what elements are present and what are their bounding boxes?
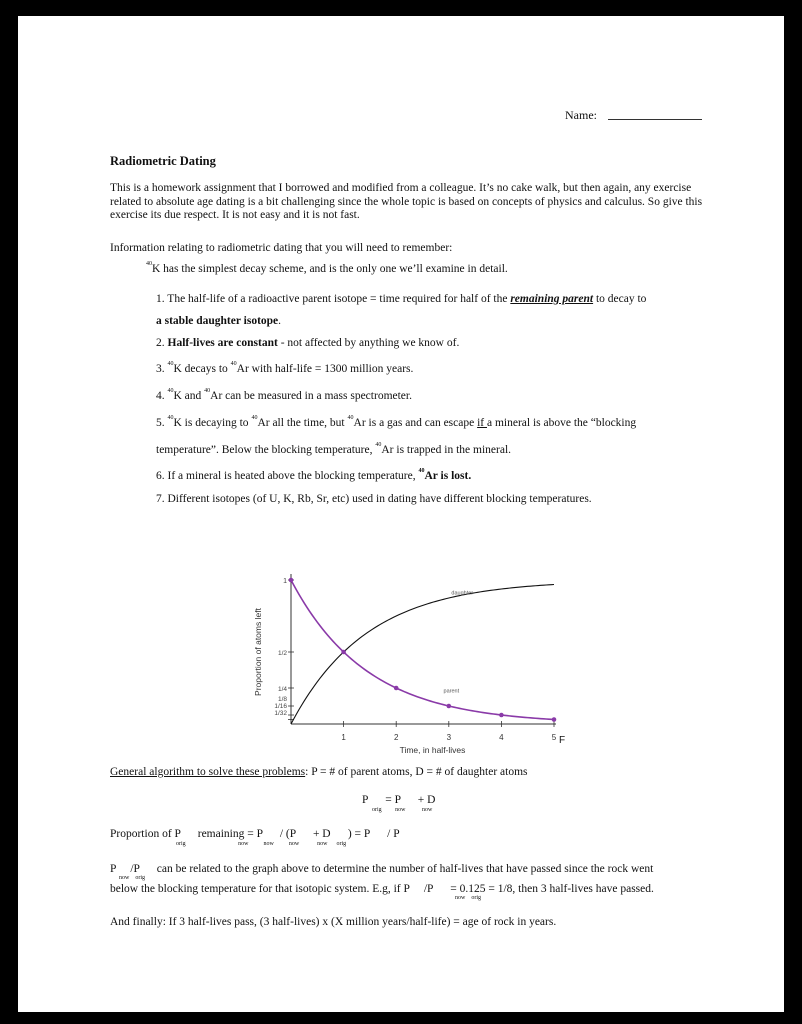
daughter-curve (291, 585, 554, 725)
isotope-mass: 40 (230, 361, 237, 367)
x-tick-label: 5 (551, 733, 557, 742)
k-intro-line (146, 262, 508, 278)
fact-1-line2 (156, 314, 281, 328)
algorithm-line (110, 765, 528, 779)
fact-1-period: . (278, 315, 282, 327)
ratio-line-2: below the blocking temperature for that isotopic system. E.g, if P /P = 0.125 = 1/8, then 3 half-lives have passed. (110, 883, 654, 895)
fact-3-text: K decays to (173, 363, 231, 375)
y-tick-label: 1/8 (277, 696, 287, 703)
x-tick-label: 2 (393, 733, 399, 742)
remaining-parent-emphasis: remaining parent (510, 293, 594, 305)
ratio-line-1: P /P can be related to the graph above to determine the number of half-lives that have passed since the rock went (110, 863, 654, 875)
final-line: And finally: If 3 half-lives pass, (3 half-lives) x (X million years/half-life) = age of rock in years. (110, 916, 557, 928)
x-tick-label: 4 (499, 733, 504, 742)
parent-data-point (394, 686, 399, 691)
if-underlined: if (477, 417, 487, 429)
fact-5-line2 (156, 443, 511, 459)
ar-lost-bold: Ar is lost. (424, 470, 472, 482)
fact-7: 7. Different isotopes (of U, K, Rb, Sr, etc) used in dating have different blocking temperatures. (156, 493, 592, 505)
main-equation-subscripts: orig now now (372, 807, 433, 813)
fact-2-text: - not affected by anything we know of. (277, 337, 460, 349)
fact-2 (156, 336, 459, 350)
name-label: Name: (565, 108, 597, 122)
daughter-annotation: daughter (451, 590, 474, 597)
fact-5-text-e: temperature”. Below the blocking temperature, (156, 444, 376, 456)
page-title: Radiometric Dating (110, 154, 216, 168)
fact-1 (156, 292, 646, 306)
fact-4-text-cont: Ar can be measured in a mass spectrometer. (210, 390, 412, 402)
y-tick-label: 1/16 (274, 703, 287, 710)
algorithm-definition: : P = # of parent atoms, D = # of daughter atoms (305, 766, 528, 778)
parent-data-point (289, 578, 294, 583)
y-tick-label: 1/2 (277, 650, 287, 657)
parent-curve (291, 580, 554, 720)
y-tick-label: 1 (283, 578, 287, 585)
parent-data-point (447, 704, 452, 709)
y-tick-label: 1/4 (277, 686, 287, 693)
parent-data-point (552, 717, 557, 722)
fact-3-text-cont: Ar with half-life = 1300 million years. (236, 363, 414, 375)
algorithm-heading: General algorithm to solve these problems (110, 766, 306, 778)
fact-5-text-d: a mineral is above the “blocking (487, 417, 637, 429)
stable-daughter-bold: a stable daughter isotope (156, 315, 279, 327)
x-tick-label: 3 (446, 733, 452, 742)
y-axis-label: Proportion of atoms left (253, 608, 263, 696)
fact-5-number: 5. (156, 417, 168, 429)
isotope-mass: 40 (167, 415, 174, 421)
proportion-equation: Proportion of P remaining = P / (P + D ) = P / P (110, 828, 400, 840)
fact-5-text-b: Ar all the time, but (257, 417, 348, 429)
decay-chart (246, 544, 586, 755)
fact-2-number: 2. (156, 337, 168, 349)
y-tick-label: 1/32 (274, 710, 287, 717)
fact-5-text: K is decaying to (173, 417, 252, 429)
x-axis-label: Time, in half-lives (399, 745, 466, 755)
parent-data-point (499, 713, 504, 718)
fact-3 (156, 362, 413, 378)
isotope-mass: 40 (251, 415, 258, 421)
parent-annotation: parent (443, 688, 460, 695)
isotope-mass: 40 (167, 361, 174, 367)
fact-4-number: 4. (156, 390, 168, 402)
parent-data-point (341, 650, 346, 655)
isotope-mass: 40 (167, 388, 174, 394)
ratio-line-1-subscripts: now orig (119, 875, 145, 881)
isotope-mass: 40 (418, 468, 425, 474)
k-intro-text: K has the simplest decay scheme, and is the only one we’ll examine in detail. (152, 263, 508, 275)
main-equation: P = P + D (362, 794, 436, 806)
x-tick-label: 1 (341, 733, 346, 742)
fact-6-text: 6. If a mineral is heated above the blocking temperature, (156, 470, 419, 482)
ratio-line-2-subscripts: now orig (455, 895, 481, 901)
fact-5-text-c: Ar is a gas and can escape (353, 417, 478, 429)
isotope-mass: 40 (204, 388, 211, 394)
fact-4-text: K and (173, 390, 205, 402)
isotope-mass: 40 (375, 442, 382, 448)
stray-f-label: F (559, 735, 566, 746)
fact-5-text-f: Ar is trapped in the mineral. (381, 444, 512, 456)
proportion-subscripts: orig now now now now orig (176, 841, 347, 847)
fact-4 (156, 389, 412, 405)
fact-6 (156, 469, 471, 485)
fact-1-text: 1. The half-life of a radioactive parent isotope = time required for half of the (156, 293, 511, 305)
document-page (18, 16, 784, 1012)
fact-1-text-cont: to decay to (593, 293, 647, 305)
name-blank-line[interactable] (608, 119, 702, 120)
fact-3-number: 3. (156, 363, 168, 375)
fact-5 (156, 416, 636, 432)
isotope-mass: 40 (347, 415, 354, 421)
isotope-mass: 40 (146, 261, 152, 267)
info-heading: Information relating to radiometric dating that you will need to remember: (110, 242, 453, 254)
half-lives-constant-bold: Half-lives are constant (167, 337, 278, 349)
intro-paragraph: This is a homework assignment that I borrowed and modified from a colleague. It’s no cake walk, but then again, any exercise related to absolute age dating is a bit challenging since the whole topic is based on concepts of physics and calculus. So give this exercise its due respect. It is not easy and it is not fast. (110, 182, 703, 221)
